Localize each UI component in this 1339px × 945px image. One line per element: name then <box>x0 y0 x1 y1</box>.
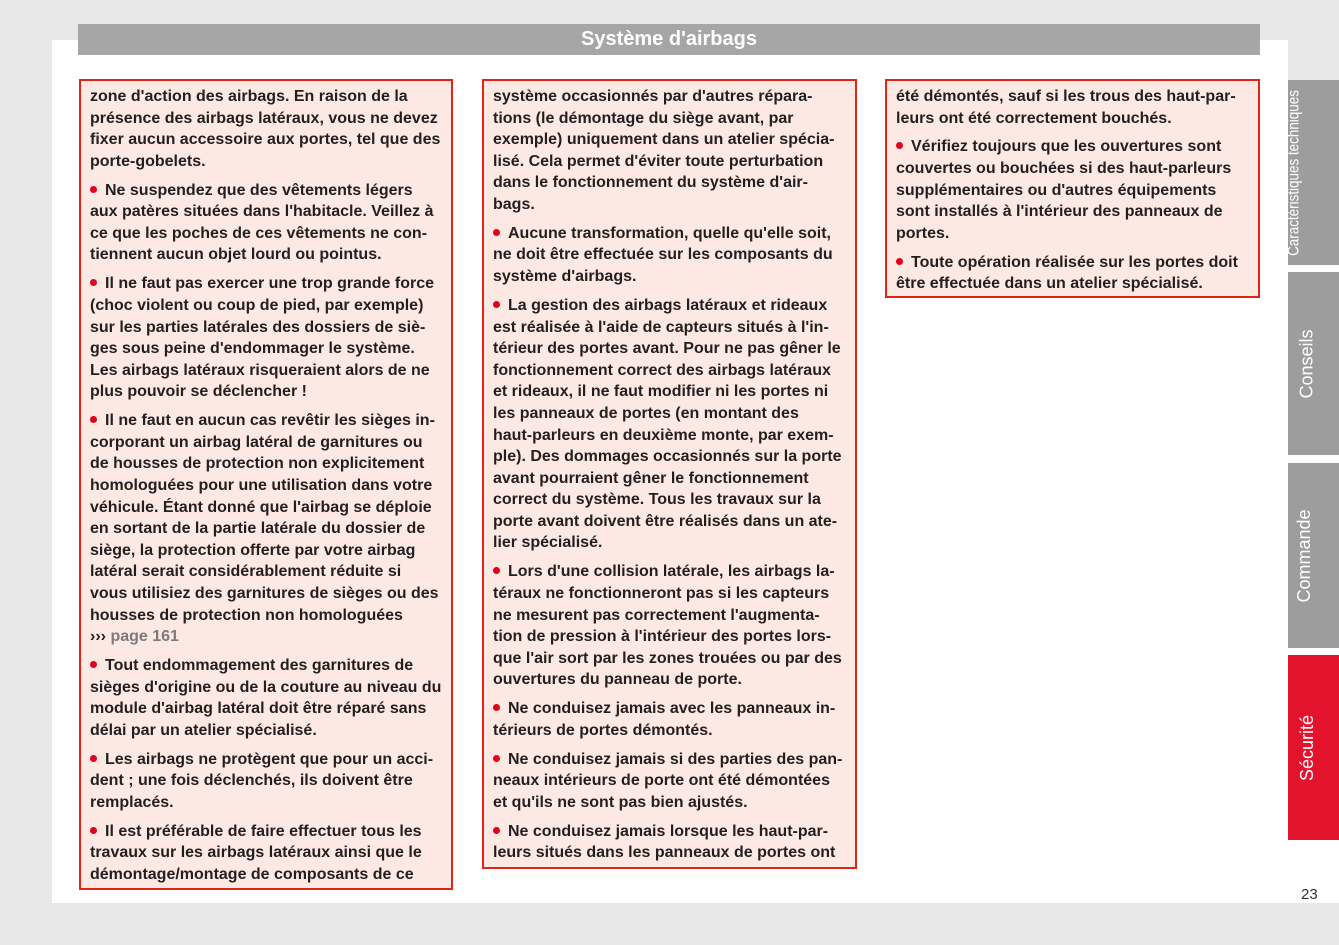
warning-box-column-2 <box>482 79 857 869</box>
paragraph-text: zone d'action des airbags. En raison de la présence des airbags latéraux, vous ne devez fixer aucun accessoire aux portes, tel que des porte-gobelets. <box>90 88 441 170</box>
tab-label: Caractéristiques techniques <box>1284 89 1302 256</box>
page-reference-link[interactable] <box>90 628 179 645</box>
bullet-icon <box>90 755 97 762</box>
continued-paragraph <box>90 86 451 172</box>
paragraph-text: Ne conduisez jamais avec les panneaux in- térieurs de portes démontés. <box>493 700 836 739</box>
paragraph-text: système occasionnés par d'autres répara- tions (le démontage du siège avant, par exemple) uniquement dans un atelier spécia- lisé. Cela permet d'éviter toute perturbation dans le fonctionnement du système d'air- bags. <box>493 88 835 213</box>
bullet-icon <box>896 142 903 149</box>
paragraph-text: Il ne faut pas exercer une trop grande force (choc violent ou coup de pied, par exemple) sur les parties latérales des dossiers de siè- ges sous peine d'endommager le système. Les airbags latéraux risqueraient alors de ne plus pouvoir se déclencher ! <box>90 275 434 401</box>
bullet-paragraph <box>493 749 855 814</box>
tab-label: Conseils <box>1296 328 1317 399</box>
continued-paragraph <box>896 86 1258 129</box>
paragraph-text: été démontés, sauf si les trous des haut-par- leurs ont été correctement bouchés. <box>896 88 1236 127</box>
link-label: page 161 <box>110 628 179 646</box>
bullet-icon <box>90 186 97 193</box>
continued-paragraph <box>493 86 855 216</box>
section-title: Système d'airbags <box>581 28 757 50</box>
paragraph-text: Ne suspendez que des vêtements légers aux patères situées dans l'habitacle. Veillez à ce que les poches de ces vêtements ne con- tiennent aucun objet lourd ou pointus. <box>90 181 434 264</box>
paragraph-text: Lors d'une collision latérale, les airbags la- téraux ne fonctionneront pas si les capteurs ne mesurent pas correctement l'augmenta- tion de pression à l'intérieur des portes lors- que l'air sort par les zones trouées ou par des ouvertures du panneau de porte. <box>493 563 842 689</box>
bullet-paragraph <box>90 180 451 266</box>
bullet-paragraph <box>90 749 451 814</box>
paragraph-text: Les airbags ne protègent que pour un acci- dent ; une fois déclenchés, ils doivent être remplacés. <box>90 750 434 811</box>
bullet-paragraph <box>493 223 855 288</box>
page-number: 23 <box>1301 886 1318 903</box>
bullet-paragraph <box>493 295 855 554</box>
bullet-paragraph <box>90 655 451 741</box>
bullet-icon <box>493 755 500 762</box>
bullet-icon <box>493 567 500 574</box>
tab-caracteristiques-techniques[interactable] <box>1284 80 1339 265</box>
paragraph-text: Toute opération réalisée sur les portes doit être effectuée dans un atelier spécialisé. <box>896 253 1238 293</box>
tab-securite[interactable] <box>1288 655 1339 840</box>
bullet-icon <box>493 827 500 834</box>
tab-commande[interactable] <box>1288 463 1339 648</box>
bullet-paragraph <box>493 821 855 864</box>
warning-box-column-1 <box>79 79 453 890</box>
paragraph-text: Il ne faut en aucun cas revêtir les sièges in- corporant un airbag latéral de garnitures ou de housses de protection non explicitement homologuées pour une utilisation dans votre véhicule. Étant donné que l'airbag se déploie en sortant de la partie latérale du dossier de siège, la protection offerte par votre airbag latéral serait considérablement réduite si vous utilisiez des garnitures de sièges ou des housses de protection non homologuées <box>90 412 439 624</box>
paragraph-text: Tout endommagement des garnitures de sièges d'origine ou de la couture au niveau du module d'airbag latéral doit être réparé sans délai par un atelier spécialisé. <box>90 657 442 739</box>
bullet-paragraph <box>90 273 451 403</box>
paragraph-text: Ne conduisez jamais lorsque les haut-par- leurs situés dans les panneaux de portes ont <box>493 822 836 862</box>
paragraph-text: Ne conduisez jamais si des parties des pan- neaux intérieurs de porte ont été démontées et qu'ils ne sont pas bien ajustés. <box>493 750 843 811</box>
bullet-icon <box>493 229 500 236</box>
paragraph-text: La gestion des airbags latéraux et rideaux est réalisée à l'aide de capteurs situés à l'in- térieur des portes avant. Pour ne pas gêner le fonctionnement correct des airbags latéraux et rideaux, il ne faut modifier ni les portes ni les panneaux de portes (en montant des haut-parleurs en deuxième monte, par exem- ple). Des dommages occasionnés sur la porte avant pourraient gêner le fonctionnement correct du système. Tous les travaux sur la porte avant doivent être réalisés dans un ate- lier spécialisé. <box>493 296 842 552</box>
warning-box-column-3 <box>885 79 1260 298</box>
bullet-icon <box>90 661 97 668</box>
link-arrows: ››› <box>90 628 106 646</box>
bullet-icon <box>896 258 903 265</box>
bullet-icon <box>90 416 97 423</box>
bullet-paragraph <box>896 252 1258 295</box>
paragraph-text: Il est préférable de faire effectuer tous les travaux sur les airbags latéraux ainsi que le démontage/montage de composants de ce <box>90 822 422 883</box>
tab-label: Sécurité <box>1296 714 1317 781</box>
bullet-icon <box>90 827 97 834</box>
bullet-paragraph <box>493 698 855 741</box>
tab-conseils[interactable] <box>1288 272 1339 455</box>
bullet-paragraph <box>896 136 1258 244</box>
bullet-icon <box>493 301 500 308</box>
bullet-icon <box>493 704 500 711</box>
tab-label: Commande <box>1293 508 1314 603</box>
paragraph-text: Vérifiez toujours que les ouvertures sont couvertes ou bouchées si des haut-parleurs supplémentaires ou d'autres équipements sont installés à l'intérieur des panneaux de portes. <box>896 138 1232 242</box>
bullet-paragraph <box>90 821 451 886</box>
bullet-paragraph <box>493 561 855 691</box>
bullet-paragraph <box>90 410 451 648</box>
bullet-icon <box>90 279 97 286</box>
paragraph-text: Aucune transformation, quelle qu'elle soit, ne doit être effectuée sur les composants du système d'airbags. <box>493 224 833 286</box>
section-header <box>78 24 1260 55</box>
